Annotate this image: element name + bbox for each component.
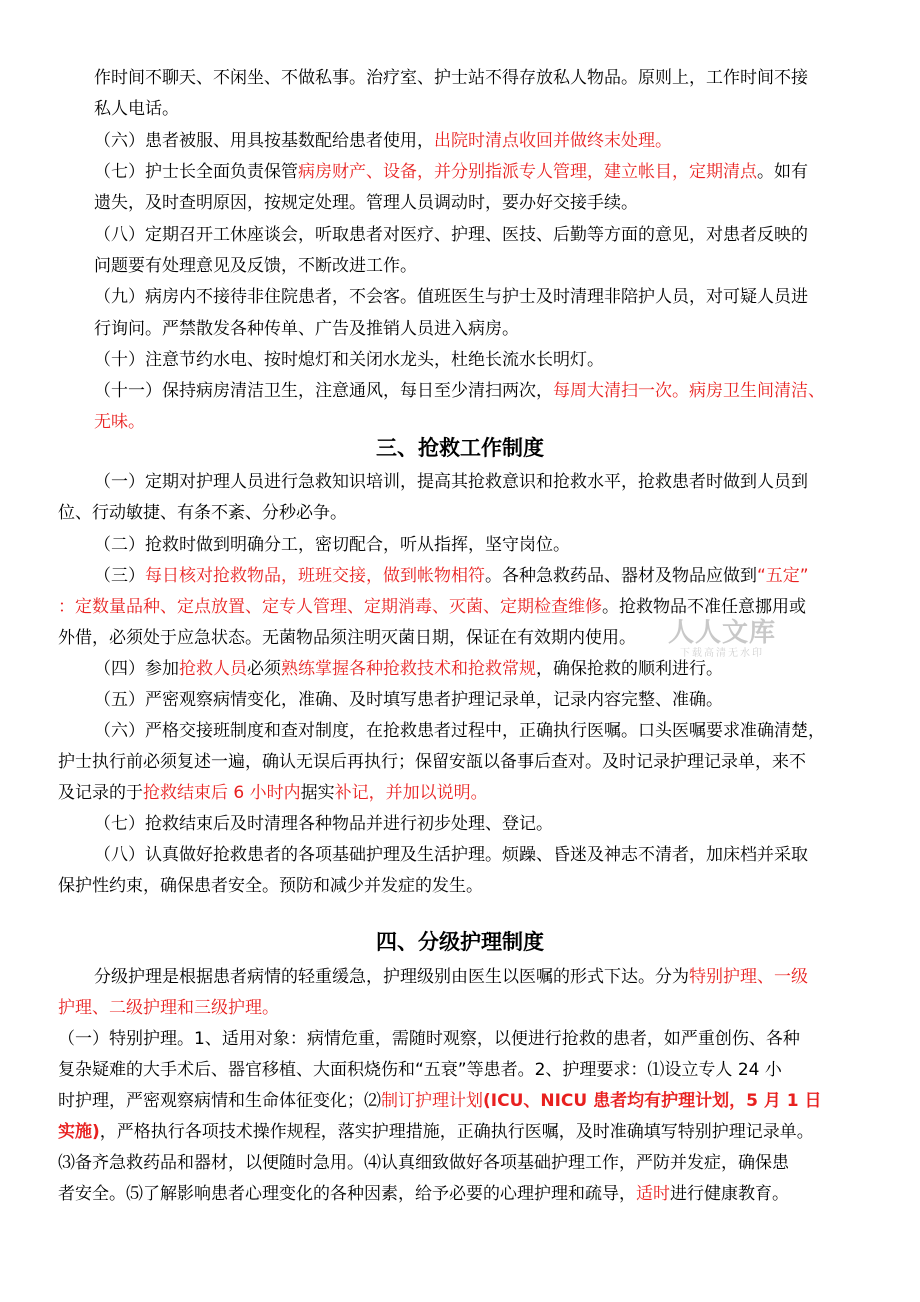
paragraph-line [94,843,808,867]
paragraph-line [58,1058,782,1082]
highlight-text: (ICU、NICU 患者均有护理计划，5 月 1 日 [483,1091,822,1111]
paragraph-line [58,750,806,774]
paragraph-line [94,719,825,743]
text: 遗失，及时查明原因，按规定处理。管理人员调动时，要办好交接手续。 [94,193,638,213]
text: 。如有 [757,162,808,182]
text: （十一）保持病房清洁卫生，注意通风，每日至少清扫两次， [94,381,553,401]
section-title: 四、分级护理制度 [376,930,544,954]
highlight-text: 每周大清扫一次。病房卫生间清洁、 [553,381,825,401]
text: （七）抢救结束后及时清理各种物品并进行初步处理、登记。 [94,814,553,834]
paragraph-line [58,1027,800,1051]
paragraph-line [94,317,519,341]
text: 分级护理是根据患者病情的轻重缓急，护理级别由医生以医嘱的形式下达。分为 [94,967,689,987]
text: 者安全。⑸了解影响患者心理变化的各种因素，给予必要的心理护理和疏导， [58,1184,636,1204]
paragraph-line [94,160,808,184]
paragraph-line [94,191,638,215]
highlight-text: 抢救结束后 6 小时内 [143,783,301,803]
paragraph-line [94,129,672,153]
paragraph-line [58,1151,789,1175]
text: 。各种急救药品、器材及物品应做到 [485,566,757,586]
text: 位、行动敏捷、有条不紊、分秒必争。 [58,503,347,523]
paragraph-line [94,965,808,989]
paragraph-line [94,223,808,247]
highlight-text: 抢救人员 [179,659,247,679]
highlight-text: 出院时清点收回并做终末处理。 [434,131,672,151]
text: （四）参加 [94,659,179,679]
highlight-text: 补记，并加以说明。 [334,783,488,803]
paragraph-line [94,285,808,309]
text: 行询问。严禁散发各种传单、广告及推销人员进入病房。 [94,319,519,339]
paragraph-line [58,874,483,898]
text: （一）特别护理。1、适用对象：病情危重，需随时观察，以便进行抢救的患者，如严重创伤、各种 [58,1029,800,1049]
text: （八）定期召开工休座谈会，听取患者对医疗、护理、医技、后勤等方面的意见，对患者反映的 [94,225,808,245]
paragraph-line [58,1182,789,1206]
paragraph-line [94,564,809,588]
highlight-text: ：定数量品种、定点放置、定专人管理、定期消毒、灭菌、定期检查维修 [58,597,602,617]
text: 问题要有处理意见及反馈，不断改进工作。 [94,256,417,276]
text: 保护性约束，确保患者安全。预防和减少并发症的发生。 [58,876,483,896]
paragraph-line [58,781,488,805]
paragraph-line [94,348,604,372]
text: （一）定期对护理人员进行急救知识培训，提高其抢救意识和抢救水平，抢救患者时做到人员到 [94,472,808,492]
text: ，确保抢救的顺利进行。 [536,659,723,679]
text: 外借，必须处于应急状态。无菌物品须注明灭菌日期，保证在有效期内使用。 [58,628,636,648]
text: 复杂疑难的大手术后、器官移植、大面积烧伤和“五衰”等患者。2、护理要求：⑴设立专人 24 小 [58,1060,782,1080]
text: （五）严密观察病情变化，准确、及时填写患者护理记录单，记录内容完整、准确。 [94,690,723,710]
text: 时护理，严密观察病情和生命体征变化；⑵ [58,1091,381,1111]
highlight-text: 制订护理计划 [381,1091,483,1111]
text: 进行健康教育。 [670,1184,789,1204]
text: ，严格执行各项技术操作规程，落实护理措施，正确执行医嘱，及时准确填写特别护理记录单。 [99,1122,814,1142]
paragraph-line [94,657,723,681]
text: （七）护士长全面负责保管 [94,162,298,182]
paragraph-line [94,812,553,836]
text: （八）认真做好抢救患者的各项基础护理及生活护理。烦躁、昏迷及神志不清者，加床档并采取 [94,845,808,865]
paragraph-line [58,626,636,650]
section-title: 三、抢救工作制度 [376,436,544,460]
text: 及记录的于 [58,783,143,803]
paragraph-line [94,533,570,557]
highlight-text: 特别护理、一级 [689,967,808,987]
text: （二）抢救时做到明确分工，密切配合，听从指挥，坚守岗位。 [94,535,570,555]
text: 作时间不聊天、不闲坐、不做私事。治疗室、护士站不得存放私人物品。原则上，工作时间不接 [94,68,808,88]
watermark-title: 人人文库 [667,618,776,648]
paragraph-line [94,254,417,278]
text: （十）注意节约水电、按时熄灯和关闭水龙头，杜绝长流水长明灯。 [94,350,604,370]
text: （六）患者被服、用具按基数配给患者使用， [94,131,434,151]
highlight-text: 每日核对抢救物品，班班交接，做到帐物相符 [145,566,485,586]
text: 必须 [247,659,281,679]
watermark-subtitle: 下载高清无水印 [680,648,764,659]
highlight-text: 熟练掌握各种抢救技术和抢救常规 [281,659,536,679]
highlight-text: “五定” [757,566,809,586]
paragraph-line [58,501,347,525]
paragraph-line [58,996,279,1020]
paragraph-line [58,1089,822,1113]
highlight-text: 无味。 [94,412,145,432]
text: 据实 [300,783,335,803]
text: （九）病房内不接待非住院患者，不会客。值班医生与护士及时清理非陪护人员，对可疑人员进 [94,287,808,307]
paragraph-line [94,470,808,494]
paragraph-line [94,66,808,90]
text: 。抢救物品不准任意挪用或 [602,597,806,617]
text: （三） [94,566,145,586]
highlight-text: 病房财产、设备，并分别指派专人管理，建立帐目，定期清点 [298,162,757,182]
highlight-text: 实施) [58,1122,100,1142]
text: （六）严格交接班制度和查对制度，在抢救患者过程中，正确执行医嘱。口头医嘱要求准确清楚， [94,721,825,741]
paragraph-line [94,97,179,121]
watermark-logo [662,618,782,660]
paragraph-line [94,688,723,712]
paragraph-line [58,595,806,619]
text: 私人电话。 [94,99,179,119]
paragraph-line [94,379,825,403]
paragraph-line [94,410,145,434]
text: ⑶备齐急救药品和器材，以便随时急用。⑷认真细致做好各项基础护理工作，严防并发症，确保患 [58,1153,789,1173]
text: 护士执行前必须复述一遍，确认无误后再执行；保留安瓿以备事后查对。及时记录护理记录单，来不 [58,752,806,772]
paragraph-line [58,1120,814,1144]
highlight-text: 适时 [636,1184,670,1204]
highlight-text: 护理、二级护理和三级护理。 [58,998,279,1018]
